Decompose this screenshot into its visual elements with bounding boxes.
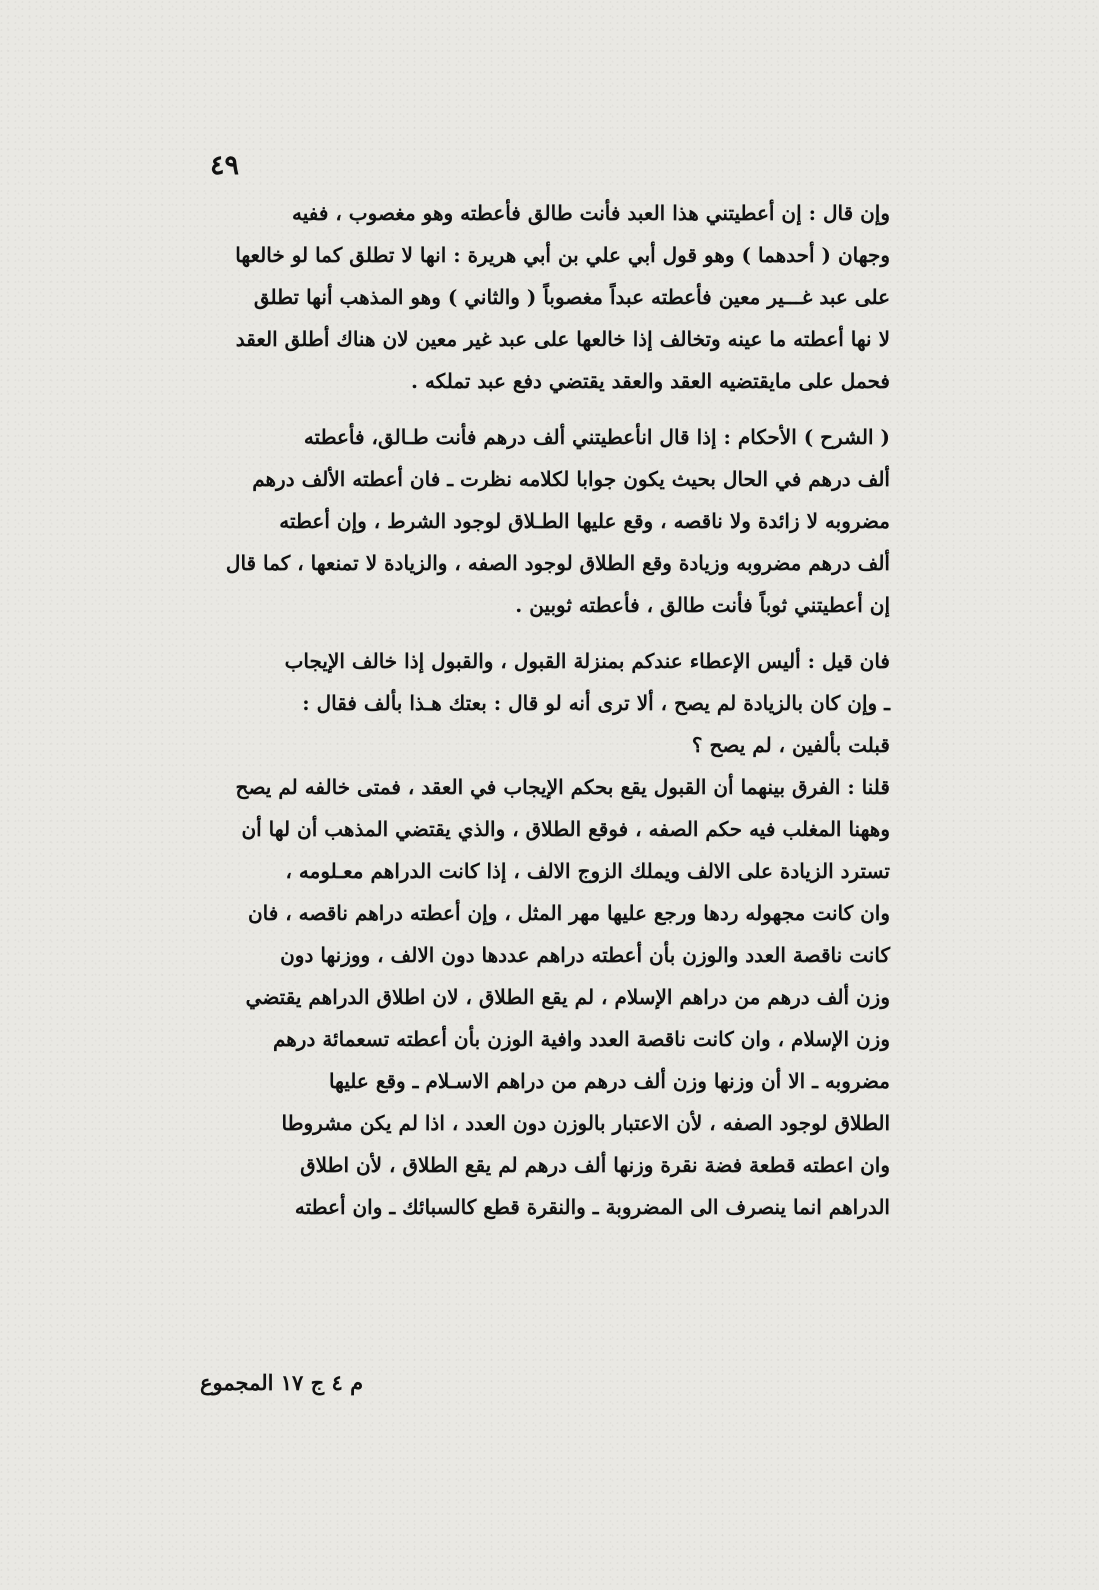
text-line: قبلت بألفين ، لم يصح ؟ xyxy=(691,733,890,757)
text-line: إن أعطيتني ثوباً فأنت طالق ، فأعطته ثوبين . xyxy=(515,593,890,617)
paragraph-text xyxy=(178,192,890,402)
text-line: وزن الإسلام ، وان كانت ناقصة العدد وافية الوزن بأن أعطته تسعمائة درهم xyxy=(272,1027,890,1051)
objection-paragraph xyxy=(178,640,890,766)
text-line: ـ وإن كان بالزيادة لم يصح ، ألا ترى أنه لو قال : بعتك هـذا بألف فقال : xyxy=(302,691,890,715)
text-line: مضروبه ـ الا أن وزنها وزن ألف درهم من دراهم الاسـلام ـ وقع عليها xyxy=(328,1069,890,1093)
text-line: وان كانت مجهوله ردها ورجع عليها مهر المثل ، وإن أعطته دراهم ناقصه ، فان xyxy=(247,901,890,925)
text-line: فان قيل : أليس الإعطاء عندكم بمنزلة القبول ، والقبول إذا خالف الإيجاب xyxy=(284,649,890,673)
text-line: على عبد غـــير معين فأعطته عبداً مغصوباً ( والثاني ) وهو المذهب أنها تطلق xyxy=(253,285,890,309)
text-line: وههنا المغلب فيه حكم الصفه ، فوقع الطلاق ، والذي يقتضي المذهب أن لها أن xyxy=(241,817,890,841)
text-line: كانت ناقصة العدد والوزن بأن أعطته دراهم عددها دون الالف ، ووزنها دون xyxy=(280,943,890,967)
text-line: الطلاق لوجود الصفه ، لأن الاعتبار بالوزن دون العدد ، اذا لم يكن مشروطا xyxy=(281,1111,890,1135)
body-text xyxy=(178,192,890,1228)
text-line: الدراهم انما ينصرف الى المضروبة ـ والنقرة قطع كالسبائك ـ وان أعطته xyxy=(294,1195,890,1219)
text-line: ألف درهم مضروبه وزيادة وقع الطلاق لوجود الصفه ، والزيادة لا تمنعها ، كما قال xyxy=(225,551,890,575)
page-number: ٤٩ xyxy=(210,150,240,181)
text-line: تسترد الزيادة على الالف ويملك الزوج الالف ، إذا كانت الدراهم معـلومه ، xyxy=(285,859,890,883)
text-line: لا نها أعطته ما عينه وتخالف إذا خالعها على عبد غير معين لان هناك أطلق العقد xyxy=(235,327,890,351)
text-line: وجهان ( أحدهما ) وهو قول أبي علي بن أبي هريرة : انها لا تطلق كما لو خالعها xyxy=(235,243,890,267)
commentary-paragraph xyxy=(178,416,890,626)
text-line: قلنا : الفرق بينهما أن القبول يقع بحكم الإيجاب في العقد ، فمتى خالفه لم يصح xyxy=(235,775,890,799)
text-line: وإن قال : إن أعطيتني هذا العبد فأنت طالق فأعطته وهو مغصوب ، ففيه xyxy=(291,201,890,225)
text-line: مضروبه لا زائدة ولا ناقصه ، وقع عليها الطـلاق لوجود الشرط ، وإن أعطته xyxy=(279,509,890,533)
text-line: وان اعطته قطعة فضة نقرة وزنها ألف درهم لم يقع الطلاق ، لأن اطلاق xyxy=(300,1153,890,1177)
page-footer: م ٤ ج ١٧ المجموع xyxy=(200,1370,364,1395)
text-line: ألف درهم في الحال بحيث يكون جوابا لكلامه نظرت ـ فان أعطته الألف درهم xyxy=(252,467,890,491)
text-line: فحمل على مايقتضيه العقد والعقد يقتضي دفع عبد تملكه . xyxy=(411,369,890,393)
text-line: ( الشرح ) الأحكام : إذا قال انأعطيتني ألف درهم فأنت طـالق، فأعطته xyxy=(303,425,890,449)
text-line: وزن ألف درهم من دراهم الإسلام ، لم يقع الطلاق ، لان اطلاق الدراهم يقتضي xyxy=(245,985,890,1009)
reply-paragraph xyxy=(178,766,890,1228)
